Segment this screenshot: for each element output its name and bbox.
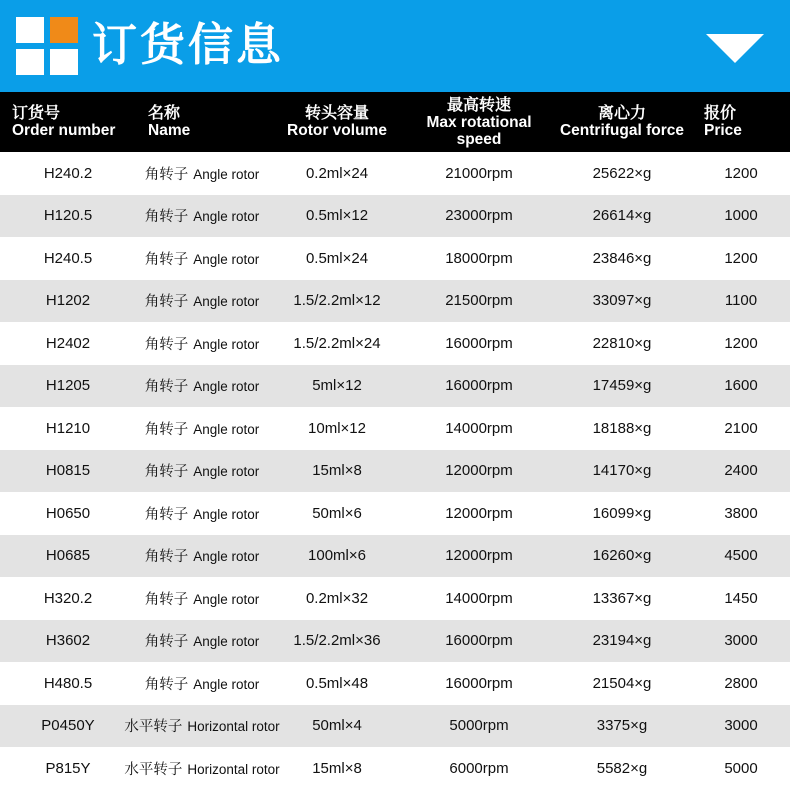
cell-max-rotational-speed: 16000rpm — [406, 322, 552, 365]
cell-centrifugal-force: 25622×g — [552, 152, 692, 195]
table-row — [0, 195, 790, 238]
cell-name-cn: 角转子 — [144, 676, 189, 693]
cell-name-en: Angle rotor — [193, 421, 260, 437]
cell-max-rotational-speed: 23000rpm — [406, 195, 552, 238]
triangle-down-icon — [706, 34, 764, 63]
cell-order-number: H0685 — [0, 535, 136, 578]
cell-name — [136, 365, 268, 408]
column-header-cn: 名称 — [148, 103, 181, 123]
cell-name — [136, 662, 268, 705]
cell-rotor-volume: 5ml×12 — [268, 365, 406, 408]
table-row — [0, 535, 790, 578]
cell-price: 3800 — [692, 492, 790, 535]
table-row — [0, 620, 790, 663]
cell-name — [136, 152, 268, 195]
cell-name-en: Horizontal rotor — [187, 719, 280, 735]
cell-centrifugal-force: 23846×g — [552, 237, 692, 280]
cell-centrifugal-force: 22810×g — [552, 322, 692, 365]
cell-centrifugal-force: 3375×g — [552, 705, 692, 748]
cell-name-en: Angle rotor — [193, 294, 260, 310]
cell-name-cn: 角转子 — [144, 379, 189, 396]
page-banner — [0, 0, 790, 92]
cell-order-number: H0650 — [0, 492, 136, 535]
table-row — [0, 747, 790, 790]
cell-max-rotational-speed: 14000rpm — [406, 577, 552, 620]
cell-price: 1600 — [692, 365, 790, 408]
cell-centrifugal-force: 16099×g — [552, 492, 692, 535]
cell-name-cn: 水平转子 — [124, 719, 183, 736]
cell-name-cn: 角转子 — [144, 166, 189, 183]
cell-rotor-volume: 0.2ml×32 — [268, 577, 406, 620]
cell-price: 1100 — [692, 280, 790, 323]
cell-price: 2400 — [692, 450, 790, 493]
cell-price: 1450 — [692, 577, 790, 620]
cell-rotor-volume: 1.5/2.2ml×24 — [268, 322, 406, 365]
cell-name — [136, 450, 268, 493]
cell-name-cn: 角转子 — [144, 634, 189, 651]
cell-name-en: Angle rotor — [193, 209, 260, 225]
cell-name — [136, 280, 268, 323]
order-information-table — [0, 92, 790, 790]
cell-max-rotational-speed: 18000rpm — [406, 237, 552, 280]
cell-rotor-volume: 100ml×6 — [268, 535, 406, 578]
cell-name — [124, 747, 280, 790]
cell-name-en: Angle rotor — [193, 464, 260, 480]
table-row — [0, 365, 790, 408]
column-header-en: Name — [148, 122, 191, 140]
cell-name-cn: 角转子 — [144, 336, 189, 353]
table-row — [0, 280, 790, 323]
cell-price: 1200 — [692, 322, 790, 365]
column-header-cn: 报价 — [704, 103, 737, 123]
cell-name-cn: 角转子 — [144, 294, 189, 311]
cell-order-number: P0450Y — [0, 705, 136, 748]
cell-max-rotational-speed: 12000rpm — [406, 450, 552, 493]
cell-max-rotational-speed: 16000rpm — [406, 662, 552, 705]
column-header-cn: 离心力 — [597, 103, 646, 123]
column-header-name — [136, 92, 268, 152]
cell-name-cn: 角转子 — [144, 506, 189, 523]
cell-centrifugal-force: 18188×g — [552, 407, 692, 450]
cell-rotor-volume: 0.5ml×48 — [268, 662, 406, 705]
column-header-en: Centrifugal force — [559, 122, 684, 140]
cell-centrifugal-force: 17459×g — [552, 365, 692, 408]
cell-rotor-volume: 0.5ml×12 — [268, 195, 406, 238]
table-row — [0, 492, 790, 535]
cell-name-cn: 水平转子 — [124, 761, 183, 778]
cell-price: 1200 — [692, 152, 790, 195]
cell-max-rotational-speed: 12000rpm — [406, 535, 552, 578]
cell-centrifugal-force: 14170×g — [552, 450, 692, 493]
cell-rotor-volume: 50ml×4 — [268, 705, 406, 748]
cell-name — [136, 322, 268, 365]
cell-centrifugal-force: 16260×g — [552, 535, 692, 578]
cell-max-rotational-speed: 21000rpm — [406, 152, 552, 195]
cell-price: 4500 — [692, 535, 790, 578]
cell-max-rotational-speed: 21500rpm — [406, 280, 552, 323]
cell-order-number: P815Y — [0, 747, 136, 790]
cell-price: 5000 — [692, 747, 790, 790]
cell-name-cn: 角转子 — [144, 464, 189, 481]
cell-name-en: Angle rotor — [193, 251, 260, 267]
table-header-row — [0, 92, 790, 152]
column-header-cn: 订货号 — [12, 103, 61, 123]
cell-name — [136, 620, 268, 663]
cell-name-en: Angle rotor — [193, 336, 260, 352]
cell-rotor-volume: 0.2ml×24 — [268, 152, 406, 195]
cell-order-number: H240.2 — [0, 152, 136, 195]
cell-name — [136, 492, 268, 535]
cell-order-number: H1210 — [0, 407, 136, 450]
cell-name — [124, 705, 280, 748]
column-header-cn: 最高转速 — [446, 94, 511, 114]
cell-name-cn: 角转子 — [144, 251, 189, 268]
cell-rotor-volume: 10ml×12 — [268, 407, 406, 450]
cell-order-number: H240.5 — [0, 237, 136, 280]
cell-rotor-volume: 15ml×8 — [268, 747, 406, 790]
four-squares-logo-icon — [16, 17, 78, 75]
column-header-order-number — [0, 92, 136, 152]
cell-order-number: H0815 — [0, 450, 136, 493]
cell-name — [136, 195, 268, 238]
cell-price: 1000 — [692, 195, 790, 238]
column-header-max-rotational-speed — [406, 92, 552, 152]
cell-centrifugal-force: 26614×g — [552, 195, 692, 238]
table-row — [0, 237, 790, 280]
cell-order-number: H480.5 — [0, 662, 136, 705]
cell-name-cn: 角转子 — [144, 421, 189, 438]
cell-name — [136, 577, 268, 620]
table-row — [0, 407, 790, 450]
cell-max-rotational-speed: 5000rpm — [406, 705, 552, 748]
logo-square-top-right — [50, 17, 78, 43]
page-title: 订货信息 — [92, 17, 285, 71]
cell-order-number: H3602 — [0, 620, 136, 663]
cell-centrifugal-force: 13367×g — [552, 577, 692, 620]
table-row — [0, 705, 790, 748]
cell-price: 2100 — [692, 407, 790, 450]
cell-price: 1200 — [692, 237, 790, 280]
cell-name-cn: 角转子 — [144, 591, 189, 608]
cell-name — [136, 407, 268, 450]
cell-centrifugal-force: 33097×g — [552, 280, 692, 323]
table-row — [0, 450, 790, 493]
cell-name-en: Angle rotor — [193, 506, 260, 522]
cell-name-cn: 角转子 — [144, 209, 189, 226]
cell-order-number: H2402 — [0, 322, 136, 365]
cell-price: 2800 — [692, 662, 790, 705]
cell-price: 3000 — [692, 620, 790, 663]
cell-order-number: H1205 — [0, 365, 136, 408]
column-header-rotor-volume — [268, 92, 406, 152]
cell-max-rotational-speed: 16000rpm — [406, 365, 552, 408]
cell-rotor-volume: 1.5/2.2ml×36 — [268, 620, 406, 663]
column-header-en: Rotor volume — [287, 122, 387, 140]
cell-name — [136, 535, 268, 578]
column-header-cn: 转头容量 — [304, 103, 369, 123]
cell-order-number: H320.2 — [0, 577, 136, 620]
cell-rotor-volume: 1.5/2.2ml×12 — [268, 280, 406, 323]
cell-rotor-volume: 15ml×8 — [268, 450, 406, 493]
cell-name-en: Angle rotor — [193, 549, 260, 565]
table-body — [0, 152, 790, 790]
cell-name-en: Angle rotor — [193, 591, 260, 607]
cell-name — [136, 237, 268, 280]
cell-centrifugal-force: 5582×g — [552, 747, 692, 790]
logo-square-bottom-right — [50, 49, 78, 75]
cell-centrifugal-force: 23194×g — [552, 620, 692, 663]
cell-price: 3000 — [692, 705, 790, 748]
cell-order-number: H1202 — [0, 280, 136, 323]
logo-square-top-left — [16, 17, 44, 43]
table-row — [0, 577, 790, 620]
cell-name-cn: 角转子 — [144, 549, 189, 566]
table-row — [0, 322, 790, 365]
column-header-en: Max rotational speed — [426, 113, 532, 148]
cell-rotor-volume: 50ml×6 — [268, 492, 406, 535]
cell-name-en: Angle rotor — [193, 676, 260, 692]
logo-square-bottom-left — [16, 49, 44, 75]
cell-name-en: Horizontal rotor — [187, 761, 280, 777]
cell-max-rotational-speed: 16000rpm — [406, 620, 552, 663]
column-header-price — [692, 92, 790, 152]
cell-centrifugal-force: 21504×g — [552, 662, 692, 705]
cell-name-en: Angle rotor — [193, 634, 260, 650]
table-row — [0, 152, 790, 195]
table-row — [0, 662, 790, 705]
column-header-centrifugal-force — [552, 92, 692, 152]
column-header-en: Order number — [12, 122, 116, 140]
cell-max-rotational-speed: 12000rpm — [406, 492, 552, 535]
cell-name-en: Angle rotor — [193, 379, 260, 395]
cell-max-rotational-speed: 14000rpm — [406, 407, 552, 450]
cell-max-rotational-speed: 6000rpm — [406, 747, 552, 790]
cell-rotor-volume: 0.5ml×24 — [268, 237, 406, 280]
cell-order-number: H120.5 — [0, 195, 136, 238]
cell-name-en: Angle rotor — [193, 166, 260, 182]
column-header-en: Price — [704, 122, 742, 140]
